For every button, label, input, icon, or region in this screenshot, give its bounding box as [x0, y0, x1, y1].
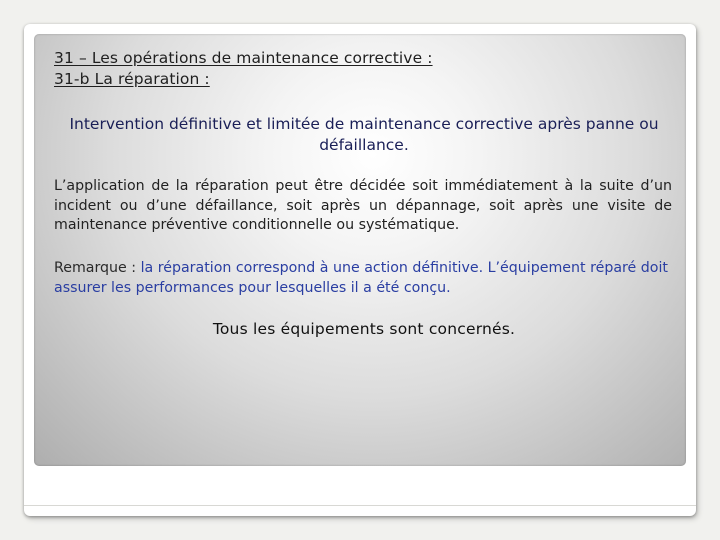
section-title: 31 – Les opérations de maintenance corrective :: [54, 49, 433, 67]
application-paragraph: L’application de la réparation peut être décidée soit immédiatement à la suite d’un incident ou d’une défaillance, soit après un dépannage, soit après une visite de maintenance préventive conditionnelle ou systématique.: [54, 178, 672, 233]
content-panel: [34, 34, 686, 466]
remark-label: Remarque :: [54, 260, 141, 276]
subsection-title: 31-b La réparation :: [54, 70, 210, 88]
remark-paragraph: [54, 258, 672, 298]
closing-statement: Tous les équipements sont concernés.: [212, 320, 516, 338]
slide-footer-band: [24, 505, 696, 516]
definition-text: Intervention définitive et limitée de maintenance corrective après panne ou défaillance.: [69, 115, 659, 154]
remark-text: la réparation correspond à une action définitive. L’équipement réparé doit assurer les performances pour lesquelles il a été conçu.: [54, 260, 668, 296]
